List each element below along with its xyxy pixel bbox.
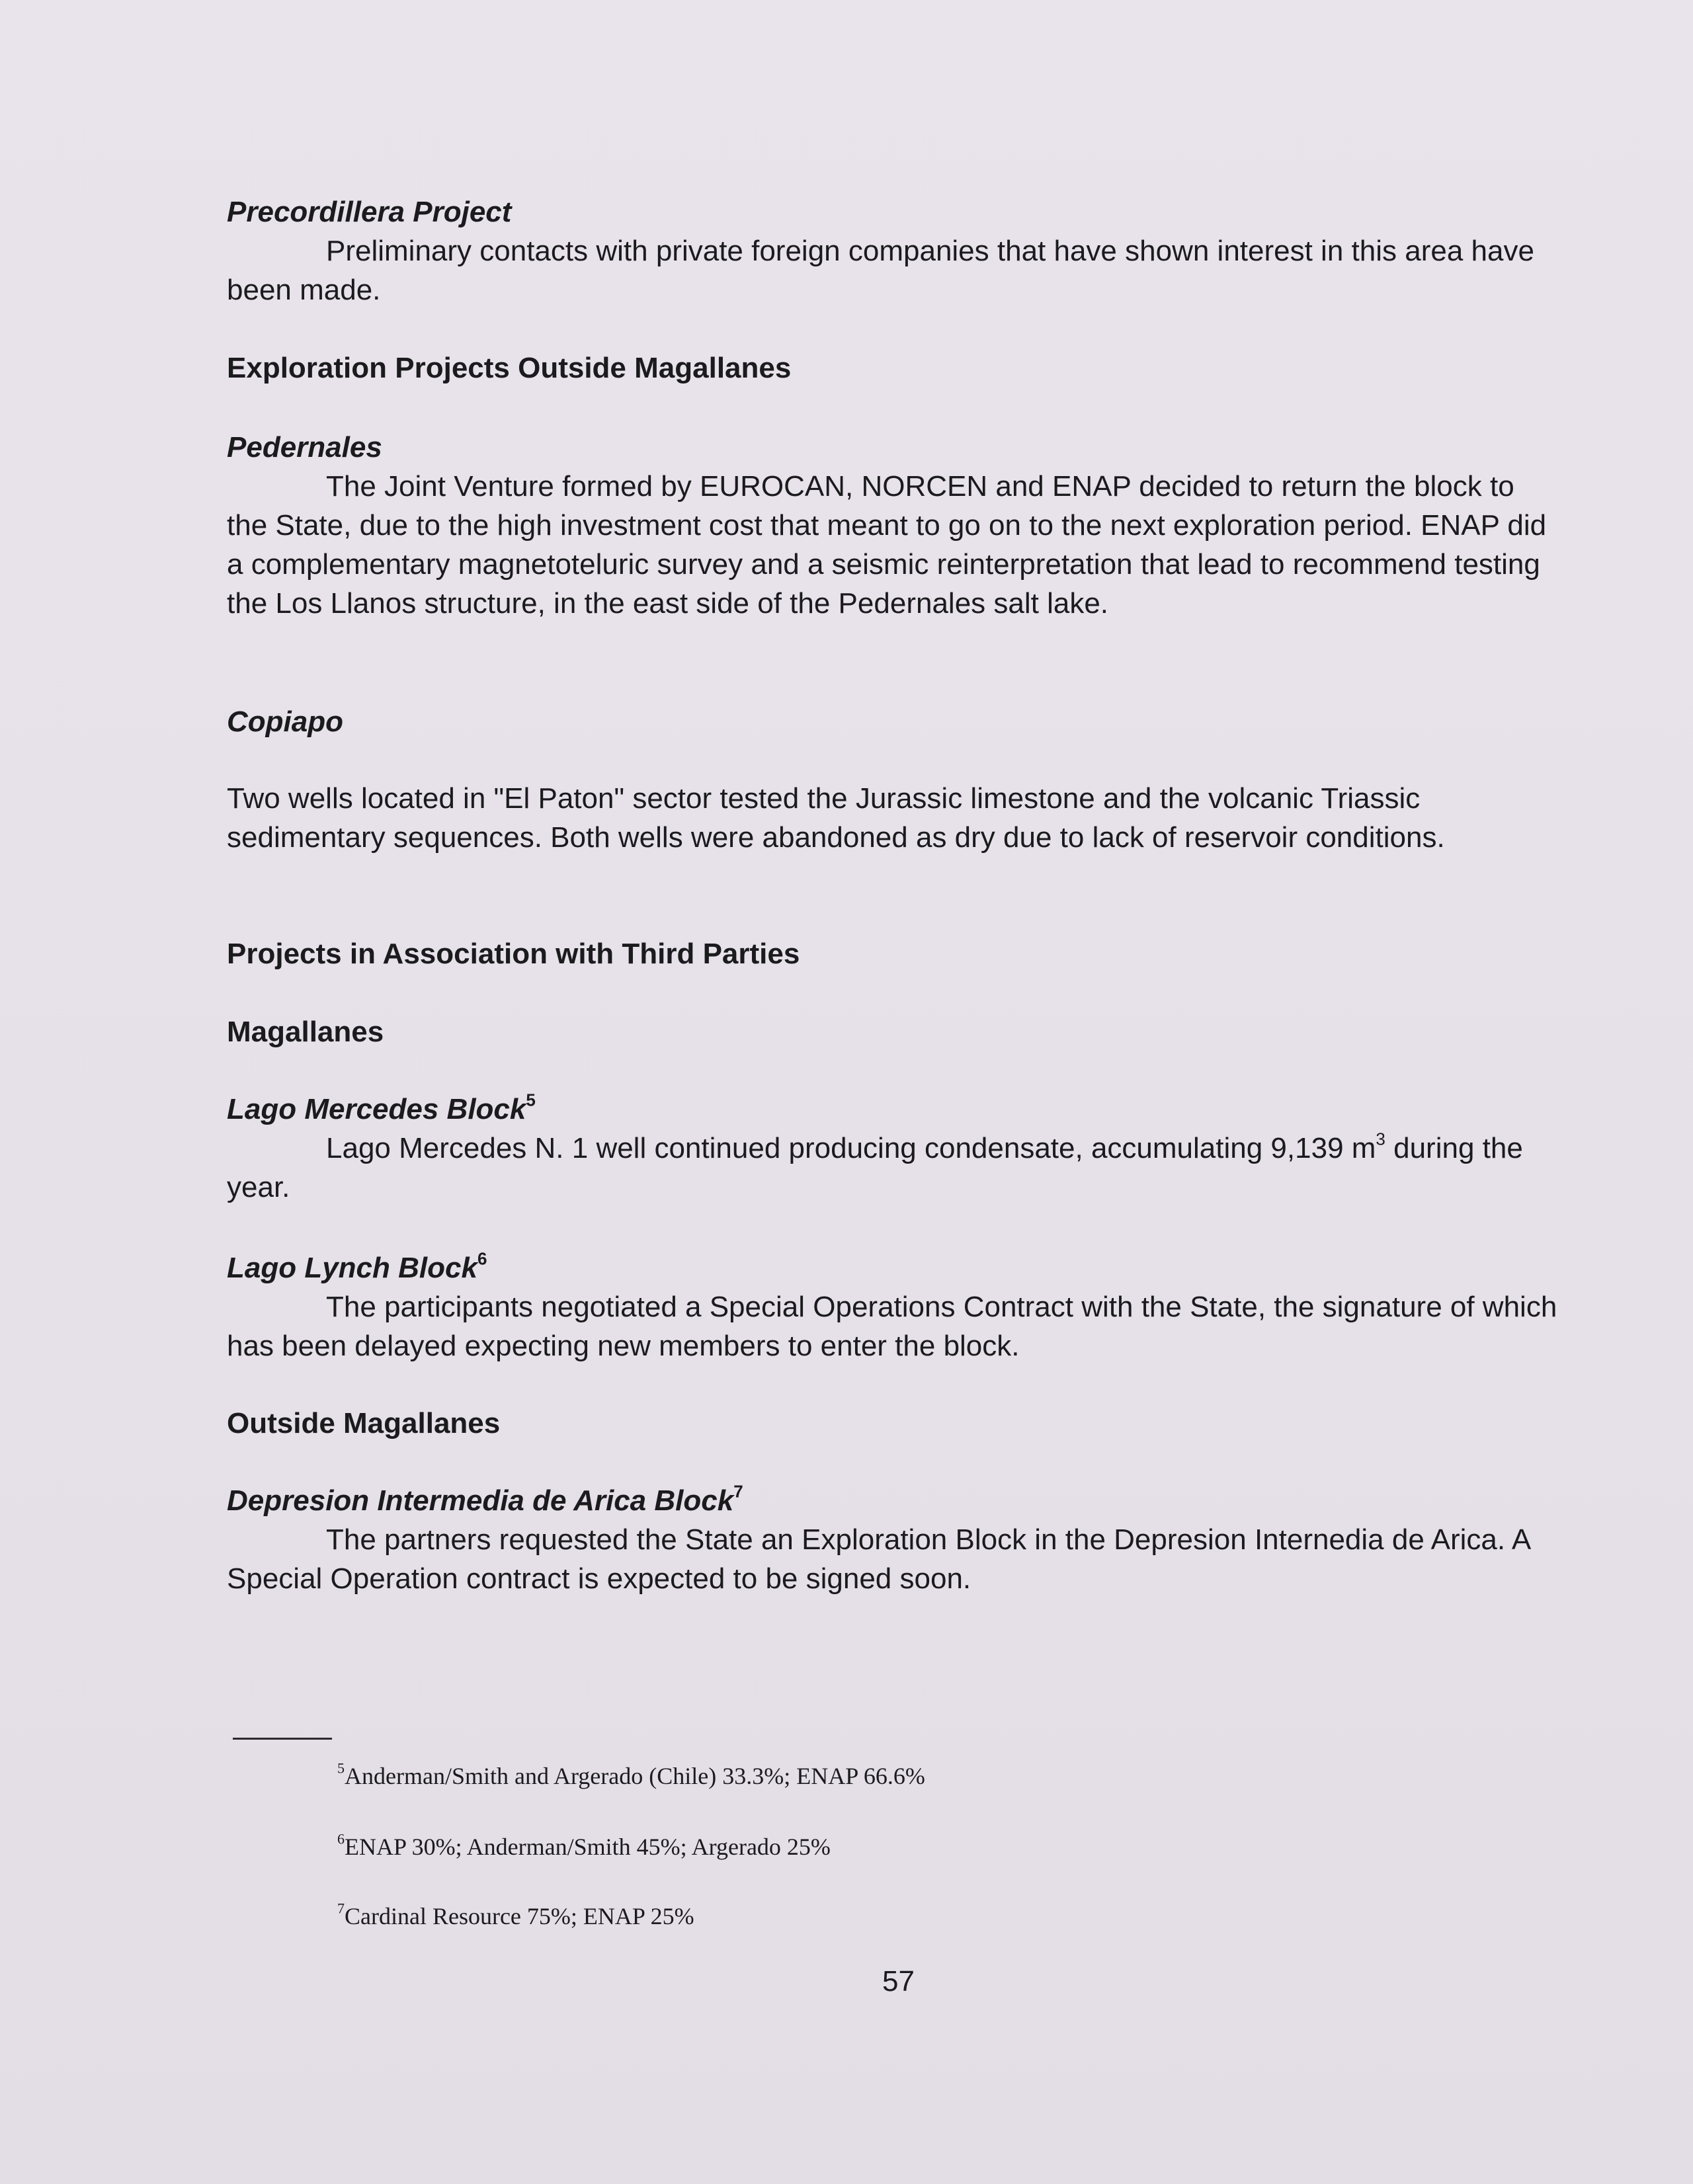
section-heading: Pedernales [227, 431, 382, 464]
heading-text: Lago Mercedes Block [227, 1093, 526, 1125]
section-depresion [227, 1481, 1563, 1598]
section-paragraph [227, 1129, 1563, 1207]
section-heading: Magallanes [227, 1016, 384, 1048]
section-paragraph: Preliminary contacts with private foreign companies that have shown interest in this area have been made. [227, 235, 1534, 306]
section-paragraph: Two wells located in "El Paton" sector tested the Jurassic limestone and the volcanic Triassic sedimentary sequences. Both wells were abandoned as dry due to lack of reservoir conditions. [227, 782, 1445, 854]
section-exploration-outside [227, 348, 1563, 387]
footnote-ref: 5 [526, 1090, 536, 1110]
paragraph-text-end: during the year. [227, 1132, 1523, 1203]
section-heading: Precordillera Project [227, 196, 512, 228]
footnote-7 [337, 1902, 694, 1931]
section-magallanes [227, 1012, 1563, 1051]
section-heading [227, 1248, 1563, 1287]
section-heading [227, 1481, 1563, 1520]
unit-superscript: 3 [1376, 1129, 1385, 1149]
footnote-divider [233, 1738, 332, 1740]
footnote-number: 7 [337, 1900, 345, 1917]
section-precordillera [227, 192, 1563, 309]
paragraph-text: Lago Mercedes N. 1 well continued producing condensate, accumulating 9,139 m [326, 1132, 1376, 1164]
section-paragraph: The Joint Venture formed by EUROCAN, NORCEN and ENAP decided to return the block to the State, due to the high investment cost that meant to go on to the next exploration period. ENAP did a complementary magnetoteluric survey and a seismic reinterpretation that lead to recommend testing the Los Llanos structure, in the east side of the Pedernales salt lake. [227, 470, 1547, 620]
section-pedernales [227, 428, 1563, 623]
footnote-5 [337, 1761, 925, 1791]
section-copiapo-body [227, 779, 1563, 857]
section-heading: Outside Magallanes [227, 1407, 501, 1439]
section-heading: Copiapo [227, 706, 343, 738]
section-lago-lynch [227, 1248, 1563, 1365]
footnote-number: 6 [337, 1830, 345, 1847]
section-copiapo [227, 702, 1563, 741]
footnote-6 [337, 1832, 831, 1861]
footnote-ref: 6 [477, 1248, 487, 1269]
footnote-ref: 7 [733, 1481, 743, 1502]
footnote-text: Anderman/Smith and Argerado (Chile) 33.3%; ENAP 66.6% [345, 1763, 925, 1789]
heading-text: Depresion Intermedia de Arica Block [227, 1484, 734, 1517]
footnote-text: Cardinal Resource 75%; ENAP 25% [345, 1903, 694, 1929]
section-paragraph: The participants negotiated a Special Operations Contract with the State, the signature of which has been delayed expecting new members to enter the block. [227, 1291, 1557, 1362]
heading-text: Lago Lynch Block [227, 1252, 477, 1284]
footnote-text: ENAP 30%; Anderman/Smith 45%; Argerado 25% [345, 1834, 831, 1860]
section-paragraph: The partners requested the State an Exploration Block in the Depresion Internedia de Arica. A Special Operation contract is expected to be signed soon. [227, 1523, 1530, 1595]
section-heading [227, 1090, 1563, 1129]
page-number: 57 [882, 1965, 915, 1998]
section-outside-magallanes [227, 1404, 1563, 1443]
footnote-number: 5 [337, 1759, 345, 1777]
section-projects-third-parties [227, 934, 1563, 973]
section-lago-mercedes [227, 1090, 1563, 1207]
section-heading: Projects in Association with Third Parties [227, 938, 800, 970]
section-heading: Exploration Projects Outside Magallanes [227, 352, 792, 384]
